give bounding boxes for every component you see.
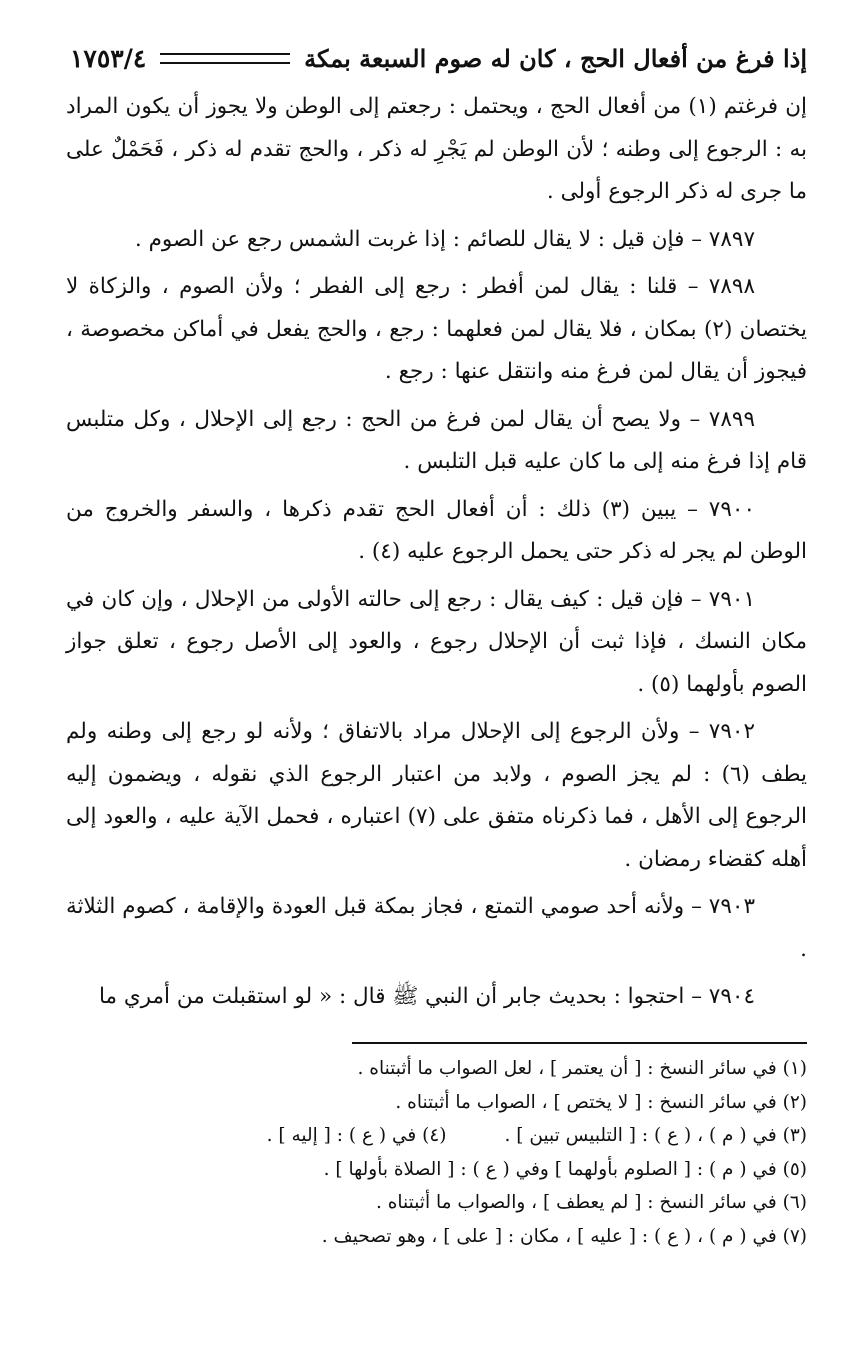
running-title: إذا فرغ من أفعال الحج ، كان له صوم السبعة بمكة: [304, 43, 807, 73]
paragraph-7900: ٧٩٠٠ – يبين (٣) ذلك : أن أفعال الحج تقدم ذكرها ، والسفر والخروج من الوطن لم يجر له ذكر حتى يحمل الرجوع عليه (٤) .: [66, 496, 807, 564]
page-number: ١٧٥٣/٤: [70, 43, 147, 73]
paragraph-7903: ٧٩٠٣ – ولأنه أحد صومي التمتع ، فجاز بمكة قبل العودة والإقامة ، كصوم الثلاثة .: [66, 894, 807, 962]
paragraph-7897: ٧٨٩٧ – فإن قيل : لا يقال للصائم : إذا غربت الشمس رجع عن الصوم .: [134, 226, 755, 252]
paragraph-7904: ٧٩٠٤ – احتجوا : بحديث جابر أن النبي ﷺ قال : « لو استقبلت من أمري ما: [98, 984, 755, 1009]
footnote-5: (٥) في ( م ) : [ الصلوم بأولهما ] وفي ( ع ) : [ الصلاة بأولها ] .: [323, 1158, 807, 1180]
header-double-rule: [160, 53, 290, 64]
footnotes: [70, 1052, 807, 1254]
paragraph-7901: ٧٩٠١ – فإن قيل : كيف يقال : رجع إلى حالته الأولى من الإحلال ، وإن كان في مكان النسك ، فإذا ثبت أن الإحلال رجوع ، والعود إلى الأصل رجوع ، تعلق جواز الصوم بأولهما (٥) .: [66, 586, 807, 697]
paragraph-7899: ٧٨٩٩ – ولا يصح أن يقال لمن فرغ من الحج : رجع إلى الإحلال ، وكل متلبس قام إذا فرغ منه إلى ما كان عليه قبل التلبس .: [66, 406, 807, 474]
main-text: [66, 86, 807, 1024]
footnote-4: (٤) في ( ع ) : [ إليه ] .: [266, 1125, 447, 1147]
footnote-1: (١) في سائر النسخ : [ أن يعتمر ] ، لعل الصواب ما أثبتناه .: [357, 1058, 807, 1079]
page-header: [70, 38, 807, 78]
footnote-7: (٧) في ( م ) ، ( ع ) : [ عليه ] ، مكان : [ على ] ، وهو تصحيف .: [321, 1225, 807, 1247]
footnote-3: (٣) في ( م ) ، ( ع ) : [ التلبيس تبين ] .: [504, 1125, 807, 1147]
footnote-separator: [352, 1042, 807, 1044]
paragraph-7898: ٧٨٩٨ – قلنا : يقال لمن أفطر : رجع إلى الفطر ؛ ولأن الصوم ، والزكاة لا يختصان (٢) بمكان ، فلا يقال لمن فعلهما : رجع ، والحج يفعل في أماكن مخصوصة ، فيجوز أن يقال لمن فرغ منه وانتقل عنها : رجع .: [66, 274, 807, 384]
paragraph-7902: ٧٩٠٢ – ولأن الرجوع إلى الإحلال مراد بالاتفاق ؛ ولأنه لو رجع إلى وطنه ولم يطف (٦) : لم يجز الصوم ، ولابد من اعتبار الرجوع الذي نقوله ، ويضمون إليه الرجوع إلى الأهل ، فما ذكرناه متفق على (٧) اعتباره ، فحمل الآية عليه ، والعود إلى أهله كقضاء رمضان .: [66, 719, 807, 872]
paragraph-continuation: إن فرغتم (١) من أفعال الحج ، ويحتمل : رجعتم إلى الوطن ولا يجوز أن يكون المراد به : الرجوع إلى وطنه ؛ لأن الوطن لم يَجْرِ له ذكر ، والحج تقدم له ذكر ، فَحَمْلٌ على ما جرى له ذكر الرجوع أولى .: [66, 94, 807, 204]
footnote-6: (٦) في سائر النسخ : [ لم يعطف ] ، والصواب ما أثبتناه .: [375, 1192, 807, 1214]
footnote-row-3-4: [70, 1119, 807, 1153]
footnote-2: (٢) في سائر النسخ : [ لا يختص ] ، الصواب ما أثبتناه .: [395, 1091, 807, 1113]
